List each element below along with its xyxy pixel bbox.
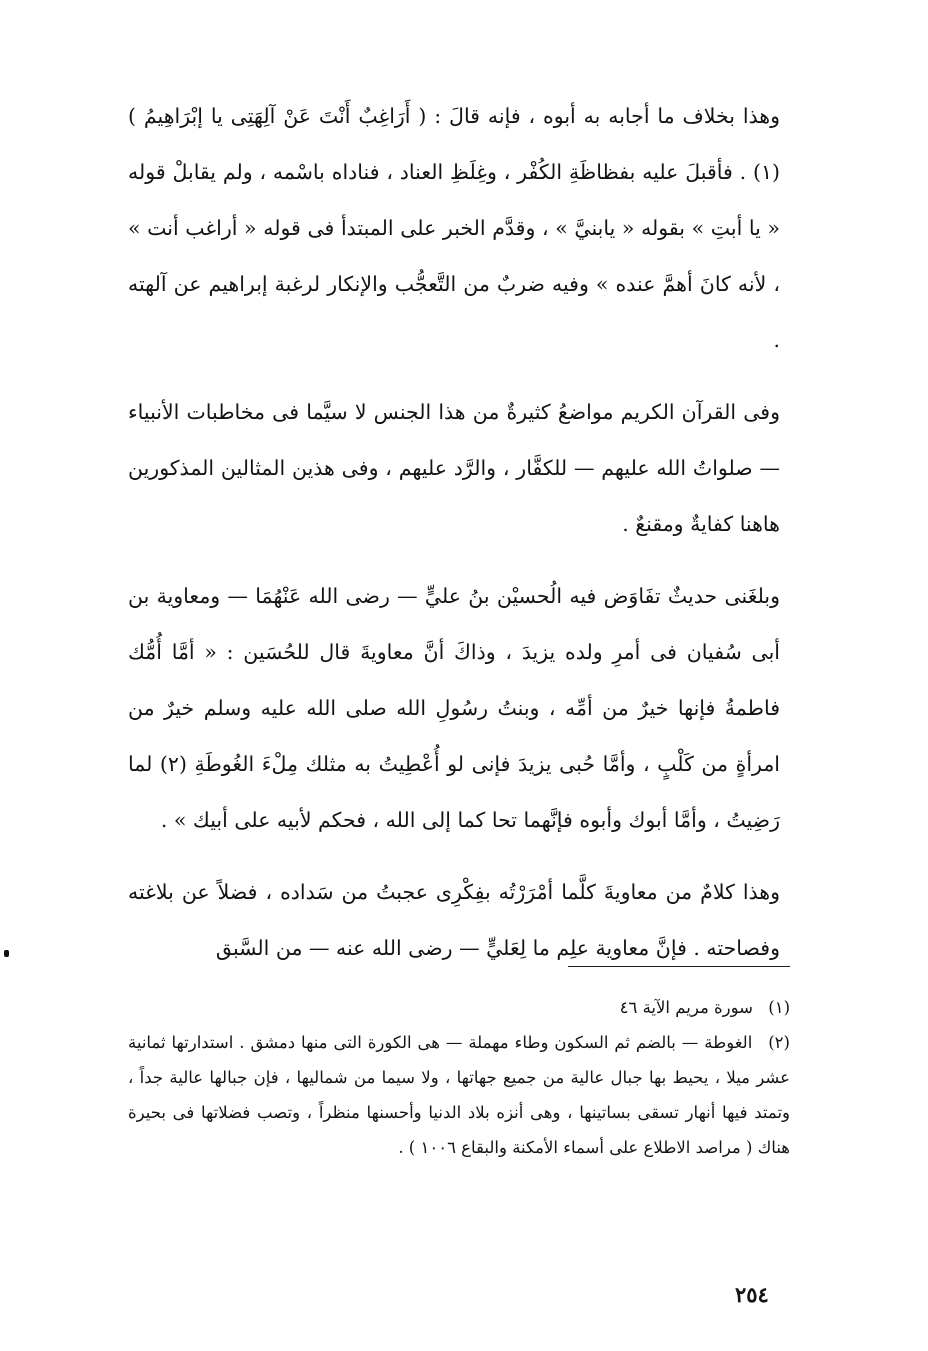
main-text [128, 88, 780, 992]
footnote-text: سورة مريم الآية ٤٦ [619, 998, 753, 1017]
margin-speck [4, 950, 9, 957]
paragraph-4: وهذا كلامٌ من معاويةَ كلَّما أمْرَرْتُه بفِكْرِى عجبتُ من سَداده ، فضلاً عن بلاغته وفصاحته . فإنَّ معاوية علِم ما لِعَليٍّ — رضى الله عنه — من السَّبق [128, 880, 780, 960]
footnote-marker: (١) [768, 998, 790, 1017]
paragraph-3: وبلغَنى حديثٌ تفَاوَض فيه الُحسيْن بنُ عليٍّ — رضى الله عَنْهُمَا — ومعاوية بن أبى سُفيان فى أمرِ ولده يزيدَ ، وذاكَ أنَّ معاويةَ قال للحُسَين : « أمَّا أُمُّك فاطمةُ فإنها خيرٌ من أمِّه ، وبنتُ رسُولِ الله صلى الله عليه وسلم خيرٌ من امرأةٍ من كَلْبٍ ، وأمَّا حُبى يزيدَ فإنى لو أُعْطِيتُ به مثلك مِلْءَ الغُوطَةِ (٢) لما رَضِيتُ ، وأمَّا أبوك وأبوه فإنَّهما تحا كما إلى الله ، فحكم لأبيه على أبيك » . [128, 584, 781, 832]
footnote-marker: (٢) [768, 1033, 790, 1052]
footnote-2 [128, 1025, 790, 1165]
page-number: ٢٥٤ [735, 1282, 769, 1307]
paragraph-2: وفى القرآن الكريم مواضعُ كثيرةٌ من هذا الجنس لا سيَّما فى مخاطبات الأنبياء — صلواتُ الله عليهم — للكفَّار ، والرَّد عليهم ، وفى هذين المثالين المذكورين هاهنا كفايةٌ ومقنعٌ . [128, 400, 780, 536]
footnote-text: الغوطة — بالضم ثم السكون وطاء مهملة — هى الكورة التى منها دمشق . استدارتها ثمانية عشر ميلا ، يحيط بها جبال عالية من جميع جهاتها ، ولا سيما من شماليها ، فإن جبالها عالية جداً ، وتمتد فيها أنهار تسقى بساتينها ، وهى أنزه بلاد الدنيا وأحسنها منظراً ، وتصب فضلاتها فى بحيرة هناك ( مراصد الاطلاع على أسماء الأمكنة والبقاع ١٠٠٦ ) . [128, 1033, 790, 1157]
footnotes [128, 990, 790, 1165]
footnote-1 [128, 990, 790, 1025]
paragraph-1: وهذا بخلاف ما أجابه به أبوه ، فإنه قالَ : ( أَرَاغِبٌ أَنْتَ عَنْ آلِهَتِى يا إبْرَاهِيمُ )(١) . فأقبلَ عليه بفظاظَةِ الكُفْر ، وغِلَظِ العناد ، فناداه باسْمه ، ولم يقابلْ قوله « يا أبتِ » بقوله « يابنيَّ » ، وقدَّم الخبر على المبتدأ فى قوله « أراغب أنت » ، لأنه كانَ أهمَّ عنده » وفيه ضربٌ من التَّعجُّب والإنكار لرغبة إبراهيم عن آلهته . [128, 104, 780, 352]
footnote-separator-rule [568, 966, 790, 967]
